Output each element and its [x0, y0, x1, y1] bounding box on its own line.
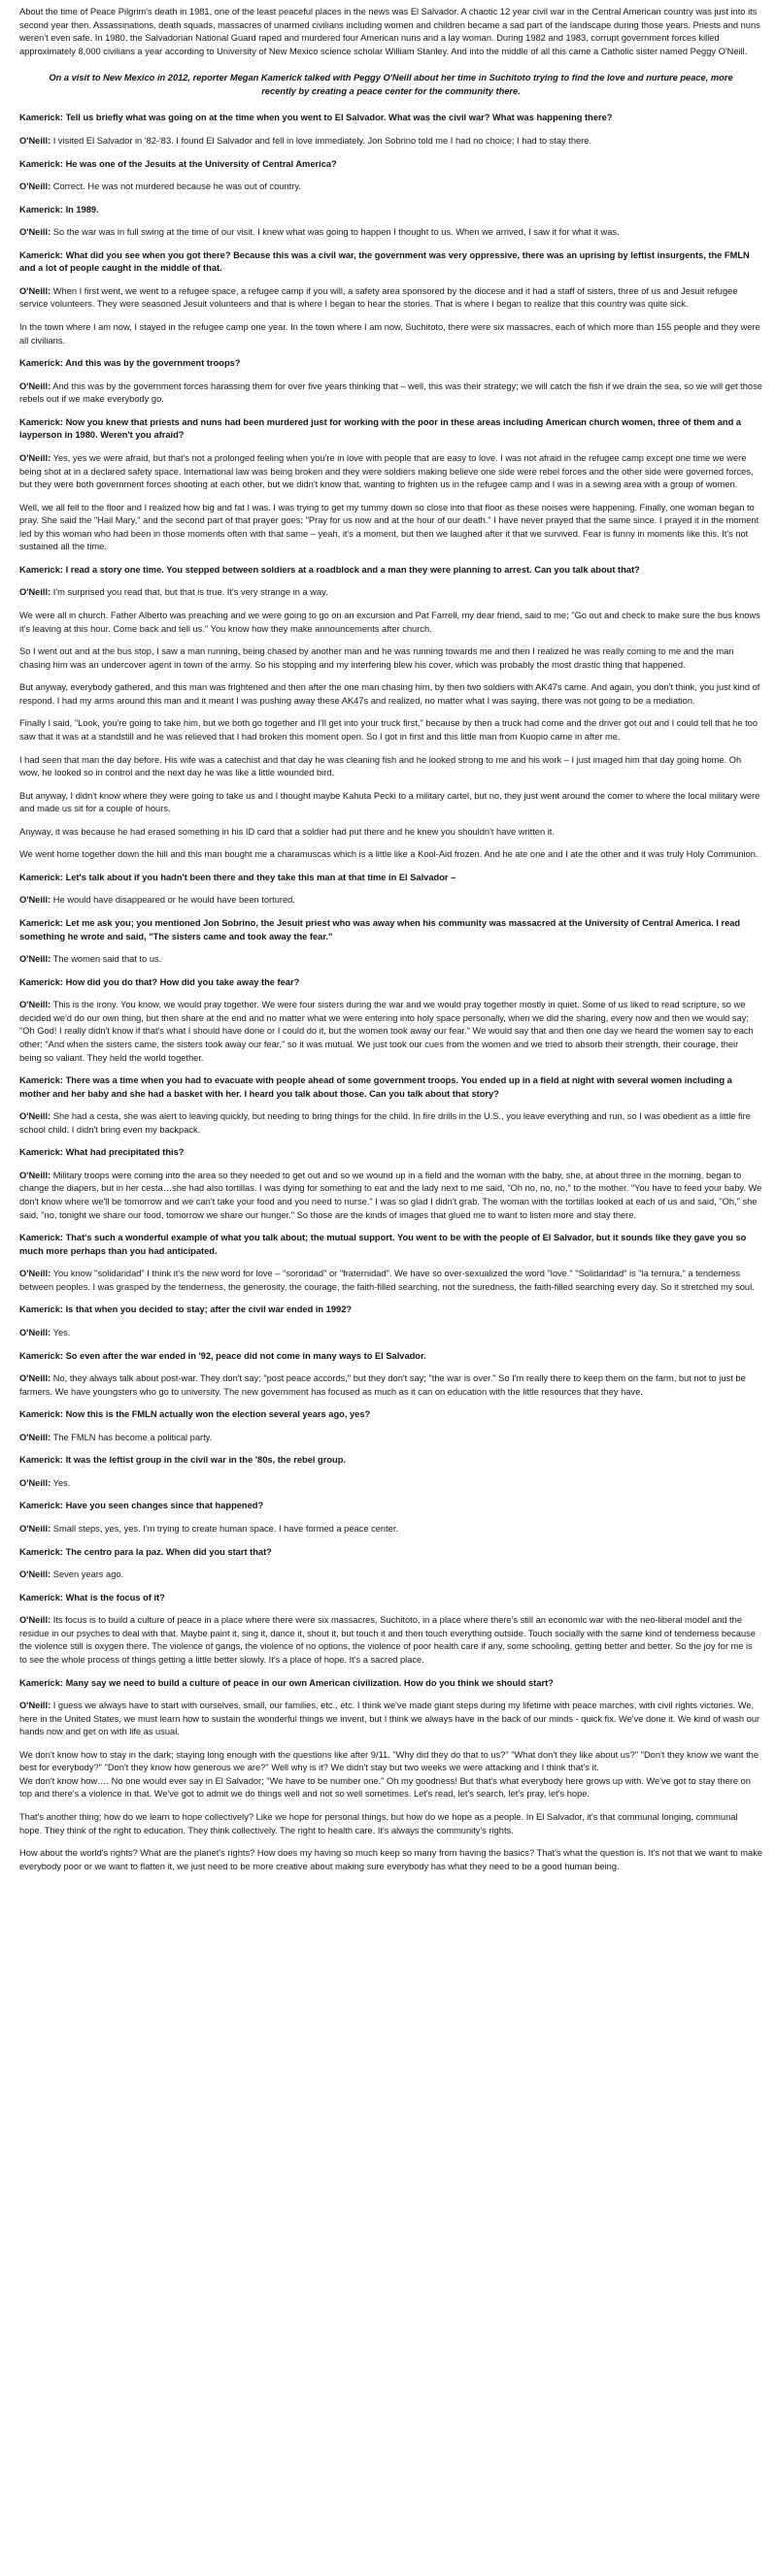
question-text: The centro para la paz. When did you start that?: [65, 1546, 272, 1557]
interview-question: [19, 1350, 762, 1364]
answer-text: Its focus is to build a culture of peace in a place where there were six massacres, Suchitoto, in a place where there's still an economic war with the neo-liberal model and the residue in our psyches to deal with that. Maybe paint it, sing it, dance it, shout it, but touch it and then touch everything outside. Touch socially with the same kind of tenderness because the violence still is oxygen there. The violence of gangs, the violence of no options, the violence of poor health care if any, some schooling, getting better and better. So the joy for me is to see the whole process of things getting a little better slowly. It's a place of hope. It's a sacred place.: [19, 1615, 756, 1665]
speaker-kamerick: Kamerick:: [19, 1305, 63, 1315]
interview-answer: [19, 1110, 762, 1137]
answer-paragraph: I had seen that man the day before. His wife was a catechist and that day he was cleaning fish and he looked strong to me and his work – I just imaged him that day going home. Oh wow, he looked so in control and the next day he was like a little wounded bird.: [19, 754, 742, 778]
interview-question: [19, 1146, 762, 1160]
speaker-oneill: O'Neill:: [19, 1432, 51, 1442]
interview-answer: [19, 1268, 762, 1294]
speaker-oneill: O'Neill:: [19, 1524, 51, 1534]
interview-answer: [19, 1523, 762, 1536]
speaker-kamerick: Kamerick:: [19, 249, 63, 260]
interview-question: [19, 204, 762, 217]
interview-question: [19, 976, 762, 990]
interview-question: [19, 1408, 762, 1422]
answer-paragraph: So I went out and at the bus stop, I saw a man running, being chased by another man and he was running towards me and then I realized he was really coming to me and the man chasing him was an undercover agent in town of the army. So his stopping and my interfering blew his cover, which was probably the most drastic thing that happened.: [19, 646, 734, 670]
answer-text: She had a cesta, she was alert to leaving quickly, but needing to bring things for the child. In fire drills in the U.S., you leave everything and run, so I was obedient as a little fire school child. I didn't bring even my backpack.: [19, 1111, 751, 1135]
interview-answer: [19, 1327, 762, 1340]
answer-text: The FMLN has become a political party.: [52, 1432, 213, 1442]
speaker-kamerick: Kamerick:: [19, 1147, 63, 1158]
interview-answer: [19, 226, 762, 240]
lead-paragraph: On a visit to New Mexico in 2012, reporter Megan Kamerick talked with Peggy O'Neill about her time in Suchitoto trying to find the love and nurture peace, more recently by creating a peace center for the community there.: [49, 73, 733, 96]
answer-text: This is the irony. You know, we would pray together. We were four sisters during the war and we would pray together mostly in quiet. Some of us liked to read scripture, so we decided we'd do our own thing, but then share at the end and no matter what we were entering into holy space personally, when we did the sharing, every now and then we would say; "Oh God! I really didn't know if that's what I should have done or I could do it, but the women took away our fear." We would say that and then one day we heard the women say to each other; "And when the sisters came, the sisters took away our fear," so it was mutual. We just took our cues from the women and we tried to absorb their strength, their courage, their being so valiant. They held the world together.: [19, 1000, 754, 1063]
interview-answer: [19, 181, 762, 194]
speaker-kamerick: Kamerick:: [19, 204, 63, 215]
interview-answer: [19, 894, 762, 908]
answer-paragraph: That's another thing; how do we learn to hope collectively? Like we hope for personal things, but how do we hope as a people. In El Salvador, it's that communal longing, communal hope. They think of the right to education. They think collectively. The right to health care. It's always the community's rights.: [19, 1812, 738, 1835]
interview-question: [19, 1546, 762, 1560]
interview-question: [19, 917, 762, 943]
speaker-oneill: O'Neill:: [19, 1170, 51, 1180]
speaker-oneill: O'Neill:: [19, 1477, 51, 1488]
answer-paragraph: How about the world's rights? What are the planet's rights? How does my having so much keep so many from having the basics? That's what the question is. It's not that we want to make everybody poor or we want to flatten it, we just need to be more creative about making sure everybody has what they need to be a good human being.: [19, 1848, 763, 1871]
answer-paragraph: Well, we all fell to the floor and I realized how big and fat I was. I was trying to get my tummy down so close into that floor as these noises were happening. Finally, one woman began to pray. She said the "Hail Mary," and the second part of that prayer goes; "Pray for us now and at the hour of our death." I have never prayed that the same since. I prayed it in the moment led by this woman who had been in those moments often with that same – yeah, it's a moment, but then we laughed after it that we survived. Fear is funny in moments like this. It's not sustained all the time.: [19, 502, 759, 552]
answer-text: The women said that to us.: [52, 954, 162, 965]
question-text: Let's talk about if you hadn't been there and they take this man at that time in El Salvador –: [65, 872, 456, 882]
question-text: What is the focus of it?: [65, 1592, 165, 1602]
interview-question: [19, 1454, 762, 1468]
interview-answer: [19, 285, 762, 312]
speaker-oneill: O'Neill:: [19, 587, 51, 598]
interview-answer: [19, 1569, 762, 1582]
question-text: And this was by the government troops?: [65, 358, 241, 369]
interview-question: [19, 1592, 762, 1605]
speaker-kamerick: Kamerick:: [19, 1409, 63, 1420]
question-text: There was a time when you had to evacuate with people ahead of some government troops. You ended up in a field at night with several women including a mother and her baby and she had a basket with her. I heard you talk about those. Can you talk about that story?: [19, 1075, 732, 1099]
speaker-oneill: O'Neill:: [19, 1615, 51, 1626]
question-text: Now this is the FMLN actually won the election several years ago, yes?: [65, 1409, 371, 1420]
answer-text: Military troops were coming into the area so they needed to get out and so we wound up in a field and the woman with the baby, she, at about three in the morning, began to change the diapers, but in her cesta…she had also tortillas. I was dying for something to eat and the lady next to me said, "Oh no, no, no," to the mother. "You have to feed your baby. We don't know where we'll be tomorrow and we can't take your food and you need to nurse." I was so glad I didn't grab. The woman with the tortillas looked at each of us and said, "Oh," she said, "no, tonight we share our food, tomorrow we share our hunger." So those are the kinds of images that glued me to want to listen more and stay there.: [19, 1170, 762, 1220]
interview-question: [19, 249, 762, 276]
answer-text: Seven years ago.: [52, 1569, 124, 1580]
interview-question: [19, 1304, 762, 1317]
speaker-kamerick: Kamerick:: [19, 1677, 63, 1688]
speaker-kamerick: Kamerick:: [19, 416, 63, 427]
speaker-kamerick: Kamerick:: [19, 1455, 63, 1466]
interview-answer: [19, 452, 762, 492]
speaker-oneill: O'Neill:: [19, 452, 51, 463]
answer-text: I guess we always have to start with ourselves, small, our families, etc., etc. I think we've made giant steps during my lifetime with peace marches, with civil rights victories. We, here in the United States, we must learn how to sustain the wonderful things we invent, but I think we always have in the back of our minds - quick fix. We've done it. We kind of wash our hands now and get on with life as usual.: [19, 1701, 760, 1737]
question-text: How did you do that? How did you take away the fear?: [65, 976, 300, 987]
interview-question: [19, 872, 762, 885]
speaker-kamerick: Kamerick:: [19, 872, 63, 882]
answer-text: I visited El Salvador in '82-'83. I found El Salvador and fell in love immediately. Jon Sobrino told me I had no choice; I had to stay there.: [52, 135, 592, 146]
question-text: So even after the war ended in '92, peace did not come in many ways to El Salvador.: [65, 1350, 426, 1361]
speaker-kamerick: Kamerick:: [19, 1546, 63, 1557]
speaker-oneill: O'Neill:: [19, 380, 51, 391]
speaker-kamerick: Kamerick:: [19, 158, 63, 169]
answer-paragraph: In the town where I am now, I stayed in the refugee camp one year. In the town where I am now, Suchitoto, there were six massacres, each of which more than 155 people and they were all civilians.: [19, 322, 760, 346]
speaker-kamerick: Kamerick:: [19, 1350, 63, 1361]
answer-text: When I first went, we went to a refugee space, a refugee camp if you will, a safety area sponsored by the diocese and it had a staff of sisters, three of us and Jesuit refugee service volunteers. They were seasoned Jesuit volunteers and that is where I began to hear the stories. That is where I began to realize that this country was quite sick.: [19, 285, 738, 310]
speaker-oneill: O'Neill:: [19, 285, 51, 296]
answer-text: You know "solidaridad" I think it's the new word for love – "sororidad" or "fraternidad". We have so over-sexualized the word "love." "Solidaridad" is "la ternura," a tenderness between peoples. I was grasped by the tenderness, the generosity, the courage, the faith-filled searching, not the suredness, the faith-filled searching every day. So it stretched my soul.: [19, 1269, 755, 1292]
interview-answer: [19, 135, 762, 149]
question-text: Now you knew that priests and nuns had been murdered just for working with the poor in these areas including American church women, three of them and a layperson in 1980. Weren't you afraid?: [19, 416, 742, 441]
answer-text: He would have disappeared or he would have been tortured.: [52, 895, 295, 906]
answer-paragraph: But anyway, I didn't know where they were going to take us and I thought maybe Kahuta Pecki to a military cartel, but no, they just went around the corner to where the local military were and made us sit for a couple of hours.: [19, 790, 760, 814]
speaker-kamerick: Kamerick:: [19, 113, 63, 123]
interview-question: [19, 1232, 762, 1258]
speaker-kamerick: Kamerick:: [19, 564, 63, 575]
speaker-kamerick: Kamerick:: [19, 1233, 63, 1243]
interview-answer: [19, 1614, 762, 1667]
answer-paragraph: But anyway, everybody gathered, and this man was frightened and then after the one man chasing him, by then two soldiers with AK47s came. And again, you don't think, you just kind of respond. I had my arms around this man and it meant I was pushing away these AK47s and realized, no matter what I was saying, there was not going to be a mediation.: [19, 682, 760, 706]
question-text: That's such a wonderful example of what you talk about; the mutual support. You went to be with the people of El Salvador, but it sounds like they gave you so much more perhaps than you had anticipated.: [19, 1233, 747, 1256]
answer-paragraph: Finally I said, "Look, you're going to take him, but we both go together and I'll get into your truck first," because by then a truck had come and the driver got out and I could tell that he too saw that it was at a standstill and he was relieved that I had broken this moment open. So I got in first and this little man from Kuopio came in after me.: [19, 718, 759, 742]
answer-text: Yes.: [52, 1327, 71, 1338]
question-text: Have you seen changes since that happened?: [65, 1501, 264, 1511]
answer-text: So the war was in full swing at the time of our visit. I knew what was going to happen I thought to us. When we arrived, I saw it for what it was.: [52, 227, 620, 238]
answer-text: Correct. He was not murdered because he was out of country.: [52, 182, 301, 192]
interview-answer: [19, 1170, 762, 1222]
question-text: Tell us briefly what was going on at the time when you went to El Salvador. What was the civil war? What was happening there?: [65, 113, 613, 123]
interview-question: [19, 1677, 762, 1691]
interview-question: [19, 112, 762, 125]
interview-question: [19, 357, 762, 371]
speaker-kamerick: Kamerick:: [19, 1501, 63, 1511]
speaker-oneill: O'Neill:: [19, 1569, 51, 1580]
interview-question: [19, 1500, 762, 1513]
interview-answer: [19, 380, 762, 407]
question-text: Many say we need to build a culture of peace in our own American civilization. How do you think we should start?: [65, 1677, 554, 1688]
question-text: What had precipitated this?: [65, 1147, 185, 1158]
question-text: Let me ask you; you mentioned Jon Sobrino, the Jesuit priest who was away when his community was massacred at the University of Central America. I read something he wrote and said, "The sisters came and took away the fear.": [19, 918, 741, 941]
speaker-kamerick: Kamerick:: [19, 918, 63, 928]
speaker-oneill: O'Neill:: [19, 135, 51, 146]
interview-answer: [19, 1372, 762, 1399]
interview-body: [19, 112, 762, 1873]
speaker-oneill: O'Neill:: [19, 227, 51, 238]
question-text: In 1989.: [65, 204, 99, 215]
answer-text: I'm surprised you read that, but that is true. It's very strange in a way.: [52, 587, 328, 598]
question-text: Is that when you decided to stay; after the civil war ended in 1992?: [65, 1305, 353, 1315]
answer-paragraph: Anyway, it was because he had erased something in his ID card that a soldier had put there and he knew you shouldn't have written it.: [19, 826, 555, 837]
interview-answer: [19, 586, 762, 600]
speaker-oneill: O'Neill:: [19, 1327, 51, 1338]
interview-question: [19, 564, 762, 578]
speaker-oneill: O'Neill:: [19, 895, 51, 906]
question-text: I read a story one time. You stepped between soldiers at a roadblock and a man they were planning to arrest. Can you talk about that?: [65, 564, 640, 575]
interview-answer: [19, 999, 762, 1065]
answer-paragraph: We don't know how…. No one would ever say in El Salvador; "We have to be number one." Oh my goodness! But that's what everybody here grows up with. We've got to stay there on top and there's a violence in that. We've got to admit we do things well and not so well sometimes. Let's read, let's search, let's pray, let's hope.: [19, 1775, 751, 1800]
answer-paragraph: We went home together down the hill and this man bought me a charamuscas which is a little like a Kool-Aid frozen. And he ate one and I ate the other and it was truly Holy Communion.: [19, 849, 759, 860]
question-text: It was the leftist group in the civil war in the '80s, the rebel group.: [65, 1455, 346, 1466]
answer-text: And this was by the government forces harassing them for over five years thinking that – well, this was their strategy; we will catch the fish if we drain the sea, so we will get those rebels out if we make everybody go.: [19, 380, 762, 405]
speaker-oneill: O'Neill:: [19, 1000, 51, 1010]
interview-answer: [19, 1477, 762, 1491]
speaker-oneill: O'Neill:: [19, 1373, 51, 1384]
answer-text: Yes.: [52, 1477, 71, 1488]
question-text: He was one of the Jesuits at the University of Central America?: [65, 158, 337, 169]
answer-text: Small steps, yes, yes. I'm trying to create human space. I have formed a peace center.: [52, 1524, 398, 1534]
interview-answer: [19, 953, 762, 967]
speaker-oneill: O'Neill:: [19, 954, 51, 965]
speaker-kamerick: Kamerick:: [19, 358, 63, 369]
interview-question: [19, 158, 762, 172]
answer-text: Yes, yes we were afraid, but that's not a prolonged feeling when you're in love with people that are easy to love. I was not afraid in the refugee camp except one time we were being shot at in a declared safety space. International law was being broken and they were soldiers making believe one side were rebel forces and the other side were governed forces, but they were both government forces shooting at each other, but we didn't know that, wanting to frighten us in the refugee camp and I was in a sewing area with a group of women.: [19, 452, 754, 490]
speaker-oneill: O'Neill:: [19, 1701, 51, 1711]
question-text: What did you see when you got there? Because this was a civil war, the government was very oppressive, there was an uprising by leftist insurgents, the FMLN and a lot of people caught in the middle of that.: [19, 249, 750, 274]
speaker-oneill: O'Neill:: [19, 182, 51, 192]
answer-paragraph: We were all in church. Father Alberto was preaching and we were going to go on an excursion and Pat Farrell, my dear friend, said to me; "Go out and check to make sure the bus knows it's leaving at this hour. Come back and tell us." You know how they make announcements after church.: [19, 611, 760, 634]
speaker-kamerick: Kamerick:: [19, 976, 63, 987]
speaker-oneill: O'Neill:: [19, 1111, 51, 1122]
interview-answer: [19, 1432, 762, 1445]
speaker-kamerick: Kamerick:: [19, 1075, 63, 1086]
interview-answer: [19, 1700, 762, 1739]
interview-question: [19, 416, 762, 443]
answer-paragraph: We don't know how to stay in the dark; staying long enough with the questions like after 9/11. "Why did they do that to us?" "What don't they like about us?" "Don't they know we want the best for everybody?" "Don't they know how generous we are?" Well why is it? We didn't stay but two weeks we were attacking and I think that's it.: [19, 1749, 759, 1773]
intro-paragraph: About the time of Peace Pilgrim's death in 1981, one of the least peaceful places in the news was El Salvador. A chaotic 12 year civil war in the Central American country was just into its second year then. Assassinations, death squads, massacres of unarmed civilians including women and children became a sad part of the landscape during those years. Priests and nuns weren't even safe. In 1980, the Salvadorian National Guard raped and murdered four American nuns and a lay woman. During 1982 and 1983, corrupt government forces killed approximately 8,000 civilians a year according to University of New Mexico science scholar William Stanley. And into the middle of all this came a Catholic sister named Peggy O'Neill.: [19, 7, 760, 56]
answer-text: No, they always talk about post-war. They don't say; "post peace accords," but they don't say; "the war is over." So I'm really there to keep them on the farm, but not to just be farmers. We have youngsters who go to university. The new government has focused as much as it can on education with the little resources that they have.: [19, 1373, 746, 1397]
speaker-kamerick: Kamerick:: [19, 1592, 63, 1602]
speaker-oneill: O'Neill:: [19, 1269, 51, 1279]
interview-question: [19, 1074, 762, 1101]
